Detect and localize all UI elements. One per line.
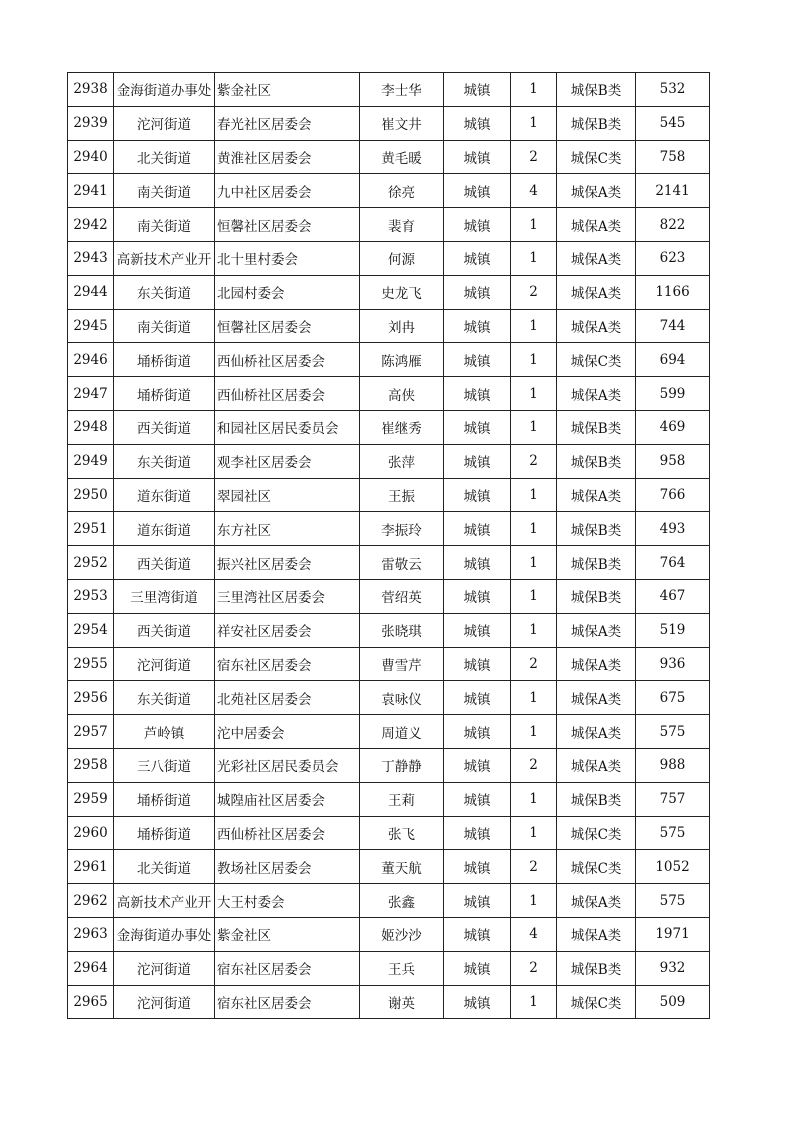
street-cell: 沱河街道 <box>114 106 215 140</box>
type-cell: 城镇 <box>444 782 511 816</box>
category-cell: 城保B类 <box>557 444 636 478</box>
name-cell: 谢英 <box>360 985 444 1019</box>
community-cell: 翠园社区 <box>215 478 360 512</box>
name-cell: 何源 <box>360 241 444 275</box>
category-cell: 城保C类 <box>557 850 636 884</box>
name-cell: 陈鸿雁 <box>360 343 444 377</box>
street-cell: 金海街道办事处 <box>114 73 215 107</box>
amount-cell: 623 <box>636 241 710 275</box>
name-cell: 王振 <box>360 478 444 512</box>
type-cell: 城镇 <box>444 715 511 749</box>
table-row <box>68 478 710 512</box>
category-cell: 城保B类 <box>557 512 636 546</box>
street-cell: 西关街道 <box>114 613 215 647</box>
amount-cell: 1971 <box>636 917 710 951</box>
type-cell: 城镇 <box>444 917 511 951</box>
table-row <box>68 985 710 1019</box>
row-id: 2961 <box>68 850 114 884</box>
community-cell: 西仙桥社区居委会 <box>215 816 360 850</box>
community-cell: 和园社区居民委员会 <box>215 410 360 444</box>
community-cell: 西仙桥社区居委会 <box>215 343 360 377</box>
count-cell: 1 <box>511 343 557 377</box>
community-cell: 振兴社区居委会 <box>215 546 360 580</box>
street-cell: 北关街道 <box>114 140 215 174</box>
row-id: 2954 <box>68 613 114 647</box>
street-cell: 西关街道 <box>114 546 215 580</box>
name-cell: 刘冉 <box>360 309 444 343</box>
count-cell: 4 <box>511 917 557 951</box>
community-cell: 紫金社区 <box>215 73 360 107</box>
count-cell: 1 <box>511 410 557 444</box>
category-cell: 城保B类 <box>557 106 636 140</box>
amount-cell: 744 <box>636 309 710 343</box>
row-id: 2952 <box>68 546 114 580</box>
count-cell: 4 <box>511 174 557 208</box>
count-cell: 2 <box>511 951 557 985</box>
table-row <box>68 275 710 309</box>
community-cell: 祥安社区居委会 <box>215 613 360 647</box>
street-cell: 高新技术产业开 <box>114 241 215 275</box>
category-cell: 城保A类 <box>557 613 636 647</box>
row-id: 2964 <box>68 951 114 985</box>
name-cell: 王兵 <box>360 951 444 985</box>
type-cell: 城镇 <box>444 647 511 681</box>
type-cell: 城镇 <box>444 850 511 884</box>
count-cell: 1 <box>511 613 557 647</box>
type-cell: 城镇 <box>444 444 511 478</box>
table-row <box>68 850 710 884</box>
count-cell: 1 <box>511 478 557 512</box>
row-id: 2947 <box>68 377 114 411</box>
category-cell: 城保B类 <box>557 410 636 444</box>
table-row <box>68 613 710 647</box>
name-cell: 菅绍英 <box>360 579 444 613</box>
table-row <box>68 681 710 715</box>
type-cell: 城镇 <box>444 309 511 343</box>
count-cell: 2 <box>511 444 557 478</box>
amount-cell: 575 <box>636 816 710 850</box>
category-cell: 城保C类 <box>557 985 636 1019</box>
row-id: 2963 <box>68 917 114 951</box>
name-cell: 张鑫 <box>360 884 444 918</box>
table-row <box>68 343 710 377</box>
street-cell: 芦岭镇 <box>114 715 215 749</box>
community-cell: 宿东社区居委会 <box>215 647 360 681</box>
count-cell: 2 <box>511 850 557 884</box>
street-cell: 三里湾街道 <box>114 579 215 613</box>
category-cell: 城保A类 <box>557 715 636 749</box>
street-cell: 高新技术产业开 <box>114 884 215 918</box>
category-cell: 城保A类 <box>557 647 636 681</box>
street-cell: 道东街道 <box>114 478 215 512</box>
community-cell: 大王村委会 <box>215 884 360 918</box>
type-cell: 城镇 <box>444 951 511 985</box>
street-cell: 南关街道 <box>114 208 215 242</box>
community-cell: 三里湾社区居委会 <box>215 579 360 613</box>
community-cell: 北十里村委会 <box>215 241 360 275</box>
count-cell: 2 <box>511 748 557 782</box>
table-row <box>68 410 710 444</box>
street-cell: 金海街道办事处 <box>114 917 215 951</box>
community-cell: 西仙桥社区居委会 <box>215 377 360 411</box>
amount-cell: 675 <box>636 681 710 715</box>
street-cell: 埇桥街道 <box>114 377 215 411</box>
category-cell: 城保A类 <box>557 748 636 782</box>
row-id: 2950 <box>68 478 114 512</box>
amount-cell: 519 <box>636 613 710 647</box>
category-cell: 城保A类 <box>557 309 636 343</box>
table-row <box>68 715 710 749</box>
category-cell: 城保A类 <box>557 208 636 242</box>
row-id: 2939 <box>68 106 114 140</box>
type-cell: 城镇 <box>444 579 511 613</box>
count-cell: 1 <box>511 681 557 715</box>
name-cell: 崔文井 <box>360 106 444 140</box>
amount-cell: 467 <box>636 579 710 613</box>
table-row <box>68 512 710 546</box>
street-cell: 埇桥街道 <box>114 816 215 850</box>
name-cell: 李士华 <box>360 73 444 107</box>
name-cell: 雷敬云 <box>360 546 444 580</box>
table-row <box>68 377 710 411</box>
type-cell: 城镇 <box>444 377 511 411</box>
table-row <box>68 647 710 681</box>
category-cell: 城保A类 <box>557 174 636 208</box>
table-row <box>68 782 710 816</box>
name-cell: 高侠 <box>360 377 444 411</box>
type-cell: 城镇 <box>444 478 511 512</box>
street-cell: 东关街道 <box>114 275 215 309</box>
amount-cell: 764 <box>636 546 710 580</box>
count-cell: 2 <box>511 647 557 681</box>
community-cell: 北园村委会 <box>215 275 360 309</box>
category-cell: 城保B类 <box>557 73 636 107</box>
count-cell: 1 <box>511 512 557 546</box>
street-cell: 埇桥街道 <box>114 782 215 816</box>
table-row <box>68 73 710 107</box>
category-cell: 城保B类 <box>557 951 636 985</box>
count-cell: 1 <box>511 546 557 580</box>
amount-cell: 575 <box>636 884 710 918</box>
count-cell: 2 <box>511 140 557 174</box>
type-cell: 城镇 <box>444 681 511 715</box>
count-cell: 1 <box>511 782 557 816</box>
amount-cell: 599 <box>636 377 710 411</box>
amount-cell: 1166 <box>636 275 710 309</box>
table-row <box>68 208 710 242</box>
type-cell: 城镇 <box>444 140 511 174</box>
data-table <box>67 72 710 1019</box>
community-cell: 北苑社区居委会 <box>215 681 360 715</box>
row-id: 2940 <box>68 140 114 174</box>
name-cell: 董天航 <box>360 850 444 884</box>
community-cell: 恒馨社区居委会 <box>215 208 360 242</box>
table-row <box>68 917 710 951</box>
amount-cell: 575 <box>636 715 710 749</box>
count-cell: 1 <box>511 816 557 850</box>
amount-cell: 958 <box>636 444 710 478</box>
type-cell: 城镇 <box>444 106 511 140</box>
table-row <box>68 241 710 275</box>
table-row <box>68 951 710 985</box>
community-cell: 恒馨社区居委会 <box>215 309 360 343</box>
row-id: 2958 <box>68 748 114 782</box>
name-cell: 张晓琪 <box>360 613 444 647</box>
name-cell: 王莉 <box>360 782 444 816</box>
amount-cell: 509 <box>636 985 710 1019</box>
type-cell: 城镇 <box>444 985 511 1019</box>
type-cell: 城镇 <box>444 208 511 242</box>
amount-cell: 545 <box>636 106 710 140</box>
community-cell: 城隍庙社区居委会 <box>215 782 360 816</box>
amount-cell: 1052 <box>636 850 710 884</box>
row-id: 2962 <box>68 884 114 918</box>
row-id: 2948 <box>68 410 114 444</box>
street-cell: 南关街道 <box>114 309 215 343</box>
type-cell: 城镇 <box>444 546 511 580</box>
count-cell: 1 <box>511 579 557 613</box>
amount-cell: 932 <box>636 951 710 985</box>
table-row <box>68 546 710 580</box>
row-id: 2938 <box>68 73 114 107</box>
community-cell: 九中社区居委会 <box>215 174 360 208</box>
name-cell: 周道义 <box>360 715 444 749</box>
count-cell: 1 <box>511 309 557 343</box>
category-cell: 城保A类 <box>557 478 636 512</box>
table-row <box>68 748 710 782</box>
street-cell: 三八街道 <box>114 748 215 782</box>
amount-cell: 469 <box>636 410 710 444</box>
street-cell: 东关街道 <box>114 681 215 715</box>
type-cell: 城镇 <box>444 816 511 850</box>
row-id: 2957 <box>68 715 114 749</box>
name-cell: 李振玲 <box>360 512 444 546</box>
amount-cell: 493 <box>636 512 710 546</box>
amount-cell: 766 <box>636 478 710 512</box>
count-cell: 2 <box>511 275 557 309</box>
count-cell: 1 <box>511 73 557 107</box>
amount-cell: 532 <box>636 73 710 107</box>
row-id: 2941 <box>68 174 114 208</box>
street-cell: 沱河街道 <box>114 951 215 985</box>
street-cell: 埇桥街道 <box>114 343 215 377</box>
street-cell: 沱河街道 <box>114 647 215 681</box>
name-cell: 丁静静 <box>360 748 444 782</box>
type-cell: 城镇 <box>444 73 511 107</box>
row-id: 2946 <box>68 343 114 377</box>
street-cell: 北关街道 <box>114 850 215 884</box>
name-cell: 曹雪芹 <box>360 647 444 681</box>
table-row <box>68 140 710 174</box>
community-cell: 紫金社区 <box>215 917 360 951</box>
amount-cell: 988 <box>636 748 710 782</box>
name-cell: 史龙飞 <box>360 275 444 309</box>
name-cell: 裴育 <box>360 208 444 242</box>
type-cell: 城镇 <box>444 275 511 309</box>
category-cell: 城保A类 <box>557 884 636 918</box>
type-cell: 城镇 <box>444 884 511 918</box>
row-id: 2944 <box>68 275 114 309</box>
amount-cell: 2141 <box>636 174 710 208</box>
community-cell: 东方社区 <box>215 512 360 546</box>
community-cell: 宿东社区居委会 <box>215 951 360 985</box>
community-cell: 沱中居委会 <box>215 715 360 749</box>
street-cell: 沱河街道 <box>114 985 215 1019</box>
street-cell: 南关街道 <box>114 174 215 208</box>
count-cell: 1 <box>511 377 557 411</box>
type-cell: 城镇 <box>444 343 511 377</box>
table-row <box>68 444 710 478</box>
row-id: 2956 <box>68 681 114 715</box>
name-cell: 黄毛暖 <box>360 140 444 174</box>
name-cell: 姬沙沙 <box>360 917 444 951</box>
row-id: 2953 <box>68 579 114 613</box>
category-cell: 城保B类 <box>557 579 636 613</box>
community-cell: 光彩社区居民委员会 <box>215 748 360 782</box>
table-row <box>68 816 710 850</box>
count-cell: 1 <box>511 985 557 1019</box>
type-cell: 城镇 <box>444 748 511 782</box>
table-row <box>68 174 710 208</box>
type-cell: 城镇 <box>444 174 511 208</box>
street-cell: 东关街道 <box>114 444 215 478</box>
row-id: 2959 <box>68 782 114 816</box>
category-cell: 城保B类 <box>557 782 636 816</box>
category-cell: 城保A类 <box>557 917 636 951</box>
type-cell: 城镇 <box>444 410 511 444</box>
count-cell: 1 <box>511 106 557 140</box>
type-cell: 城镇 <box>444 613 511 647</box>
row-id: 2955 <box>68 647 114 681</box>
category-cell: 城保A类 <box>557 275 636 309</box>
type-cell: 城镇 <box>444 512 511 546</box>
category-cell: 城保B类 <box>557 546 636 580</box>
name-cell: 张飞 <box>360 816 444 850</box>
community-cell: 观李社区居委会 <box>215 444 360 478</box>
community-cell: 黄淮社区居委会 <box>215 140 360 174</box>
category-cell: 城保C类 <box>557 343 636 377</box>
count-cell: 1 <box>511 884 557 918</box>
amount-cell: 694 <box>636 343 710 377</box>
street-cell: 道东街道 <box>114 512 215 546</box>
category-cell: 城保A类 <box>557 377 636 411</box>
street-cell: 西关街道 <box>114 410 215 444</box>
row-id: 2951 <box>68 512 114 546</box>
row-id: 2945 <box>68 309 114 343</box>
table-row <box>68 884 710 918</box>
table-body <box>68 73 710 1019</box>
row-id: 2942 <box>68 208 114 242</box>
table-row <box>68 106 710 140</box>
count-cell: 1 <box>511 241 557 275</box>
amount-cell: 758 <box>636 140 710 174</box>
name-cell: 崔继秀 <box>360 410 444 444</box>
name-cell: 徐亮 <box>360 174 444 208</box>
community-cell: 教场社区居委会 <box>215 850 360 884</box>
type-cell: 城镇 <box>444 241 511 275</box>
community-cell: 宿东社区居委会 <box>215 985 360 1019</box>
category-cell: 城保C类 <box>557 140 636 174</box>
row-id: 2965 <box>68 985 114 1019</box>
name-cell: 张萍 <box>360 444 444 478</box>
category-cell: 城保C类 <box>557 816 636 850</box>
count-cell: 1 <box>511 208 557 242</box>
category-cell: 城保A类 <box>557 681 636 715</box>
table-row <box>68 579 710 613</box>
amount-cell: 936 <box>636 647 710 681</box>
category-cell: 城保A类 <box>557 241 636 275</box>
row-id: 2960 <box>68 816 114 850</box>
row-id: 2943 <box>68 241 114 275</box>
community-cell: 春光社区居委会 <box>215 106 360 140</box>
count-cell: 1 <box>511 715 557 749</box>
row-id: 2949 <box>68 444 114 478</box>
name-cell: 袁咏仪 <box>360 681 444 715</box>
amount-cell: 822 <box>636 208 710 242</box>
table-row <box>68 309 710 343</box>
amount-cell: 757 <box>636 782 710 816</box>
